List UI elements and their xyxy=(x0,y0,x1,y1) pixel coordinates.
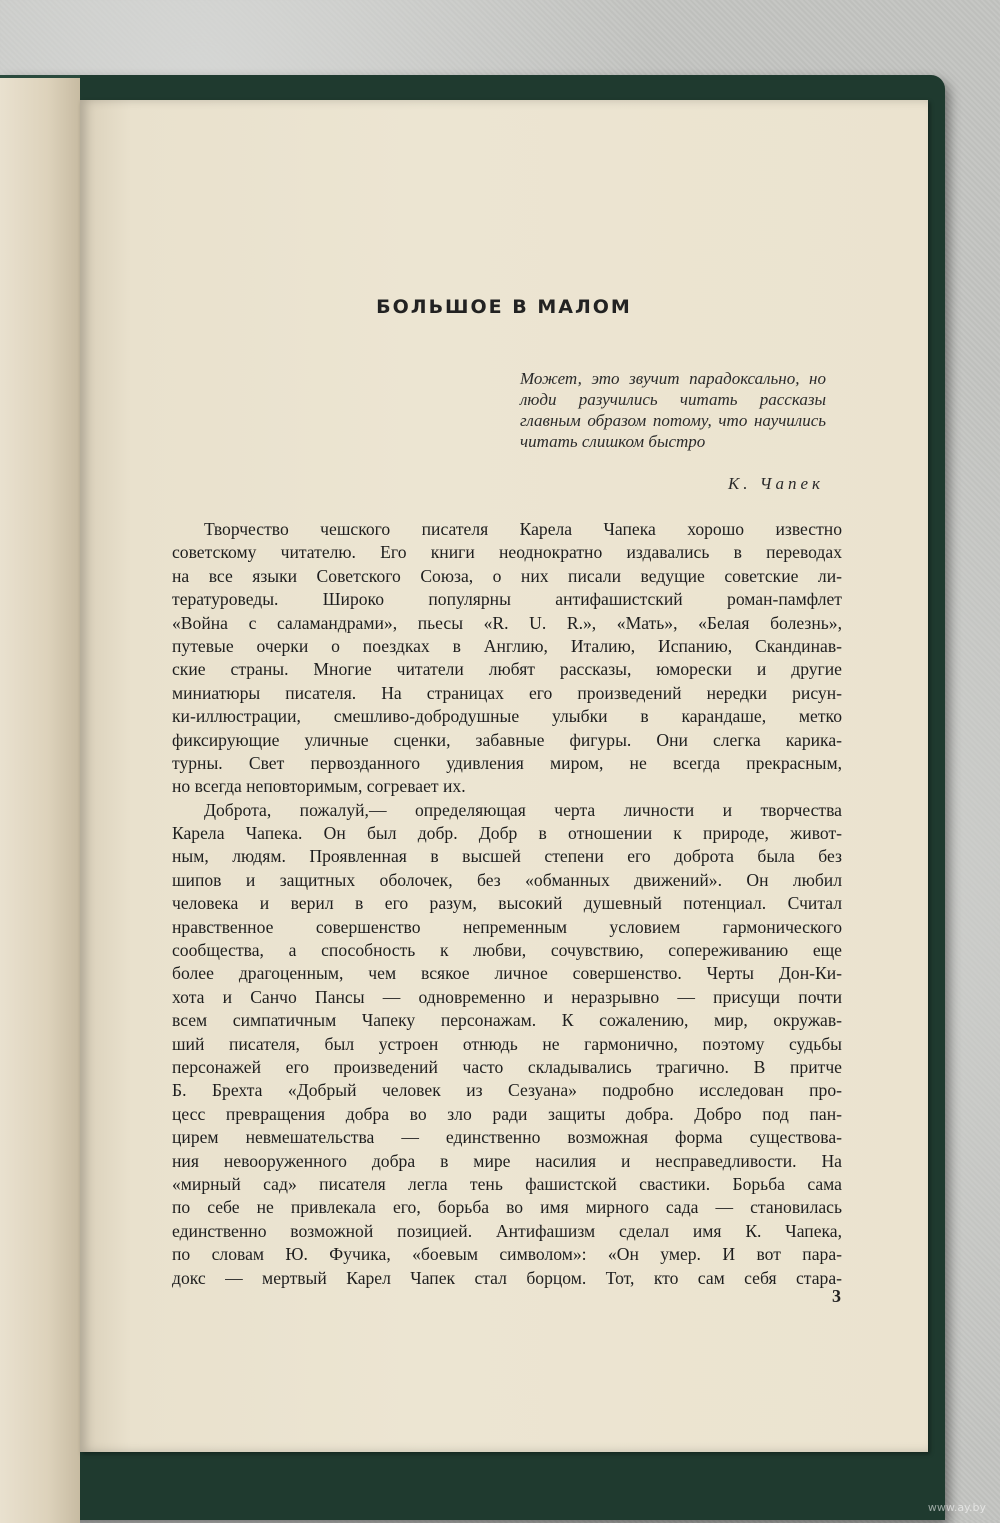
body-line: миниатюры писателя. На страницах его произведений нередки рисун- xyxy=(172,682,842,703)
epigraph-author: К. Чапек xyxy=(728,474,824,493)
body-line: человека и верил в его разум, высокий душевный потенциал. Считал xyxy=(172,893,842,914)
body-text xyxy=(172,518,842,1290)
epigraph-text: Может, это звучит парадоксально, но люди разучились читать рассказы главным образом потому, что научились читать слишком быстро xyxy=(520,369,826,451)
body-line: Творчество чешского писателя Карела Чапека хорошо известно xyxy=(204,519,842,539)
book-page xyxy=(80,100,928,1452)
body-line: единственно возможной позицией. Антифашизм сделал имя К. Чапека, xyxy=(172,1220,842,1241)
body-line: на все языки Советского Союза, о них писали ведущие советские ли- xyxy=(172,565,842,586)
body-line: советскому читателю. Его книги неоднократно издавались в переводах xyxy=(172,542,842,563)
body-line: по словам Ю. Фучика, «боевым символом»: «Он умер. И вот пара- xyxy=(172,1244,842,1265)
body-line: ские страны. Многие читатели любят рассказы, юморески и другие xyxy=(172,659,842,680)
body-line: «мирный сад» писателя легла тень фашистской свастики. Борьба сама xyxy=(172,1173,842,1194)
body-line: «Война с саламандрами», пьесы «R. U. R.», «Мать», «Белая болезнь», xyxy=(172,612,842,633)
body-line: Карела Чапека. Он был добр. Добр в отношении к природе, живот- xyxy=(172,823,842,844)
body-line: сообщества, а способность к любви, сочувствию, сопереживанию еще xyxy=(172,940,842,961)
body-line: более драгоценным, чем всякое личное совершенство. Черты Дон-Ки- xyxy=(172,963,842,984)
body-line: персонажей его произведений часто складывались трагично. В притче xyxy=(172,1056,842,1077)
body-line: фиксирующие уличные сценки, забавные фигуры. Они слегка карика- xyxy=(172,729,842,750)
body-line: нравственное совершенство непременным условием гармонического xyxy=(172,916,842,937)
body-line: шипов и защитных оболочек, без «обманных движений». Он любил xyxy=(172,869,842,890)
body-line: ший писателя, был устроен отнюдь не гармонично, поэтому судьбы xyxy=(172,1033,842,1054)
watermark: www.ay.by xyxy=(927,1501,986,1514)
left-page-edge xyxy=(0,75,80,1523)
page-title: БОЛЬШОЕ В МАЛОМ xyxy=(376,296,632,318)
body-line: всем симпатичным Чапеку персонажам. К сожалению, мир, окружав- xyxy=(172,1010,842,1031)
body-line: по себе не привлекала его, борьба во имя мирного сада — становилась xyxy=(172,1197,842,1218)
body-line: ным, людям. Проявленная в высшей степени его доброта была без xyxy=(172,846,842,867)
body-line: но всегда неповторимым, согревает их. xyxy=(172,776,466,797)
body-line: докс — мертвый Карел Чапек стал борцом. Тот, кто сам себя стара- xyxy=(172,1267,842,1288)
body-line: цесс превращения добра во зло ради защиты добра. Добро под пан- xyxy=(172,1103,842,1124)
body-line: ния невооруженного добра в мире насилия и несправедливости. На xyxy=(172,1150,842,1171)
page-number: 3 xyxy=(832,1286,841,1306)
body-line: хота и Санчо Пансы — одновременно и неразрывно — присущи почти xyxy=(172,986,842,1007)
body-line: турны. Свет первозданного удивления миром, не всегда прекрасным, xyxy=(172,752,842,773)
body-line: Доброта, пожалуй,— определяющая черта личности и творчества xyxy=(204,799,842,820)
body-line: Б. Брехта «Добрый человек из Сезуана» подробно исследован про- xyxy=(172,1080,842,1101)
body-line: тературоведы. Широко популярны антифашистский роман-памфлет xyxy=(172,589,842,610)
body-line: путевые очерки о поездках в Англию, Италию, Испанию, Скандинав- xyxy=(172,635,842,656)
body-line: ки-иллюстрации, смешливо-добродушные улыбки в карандаше, метко xyxy=(172,706,842,727)
body-line: цирем невмешательства — единственно возможная форма существова- xyxy=(172,1127,842,1148)
